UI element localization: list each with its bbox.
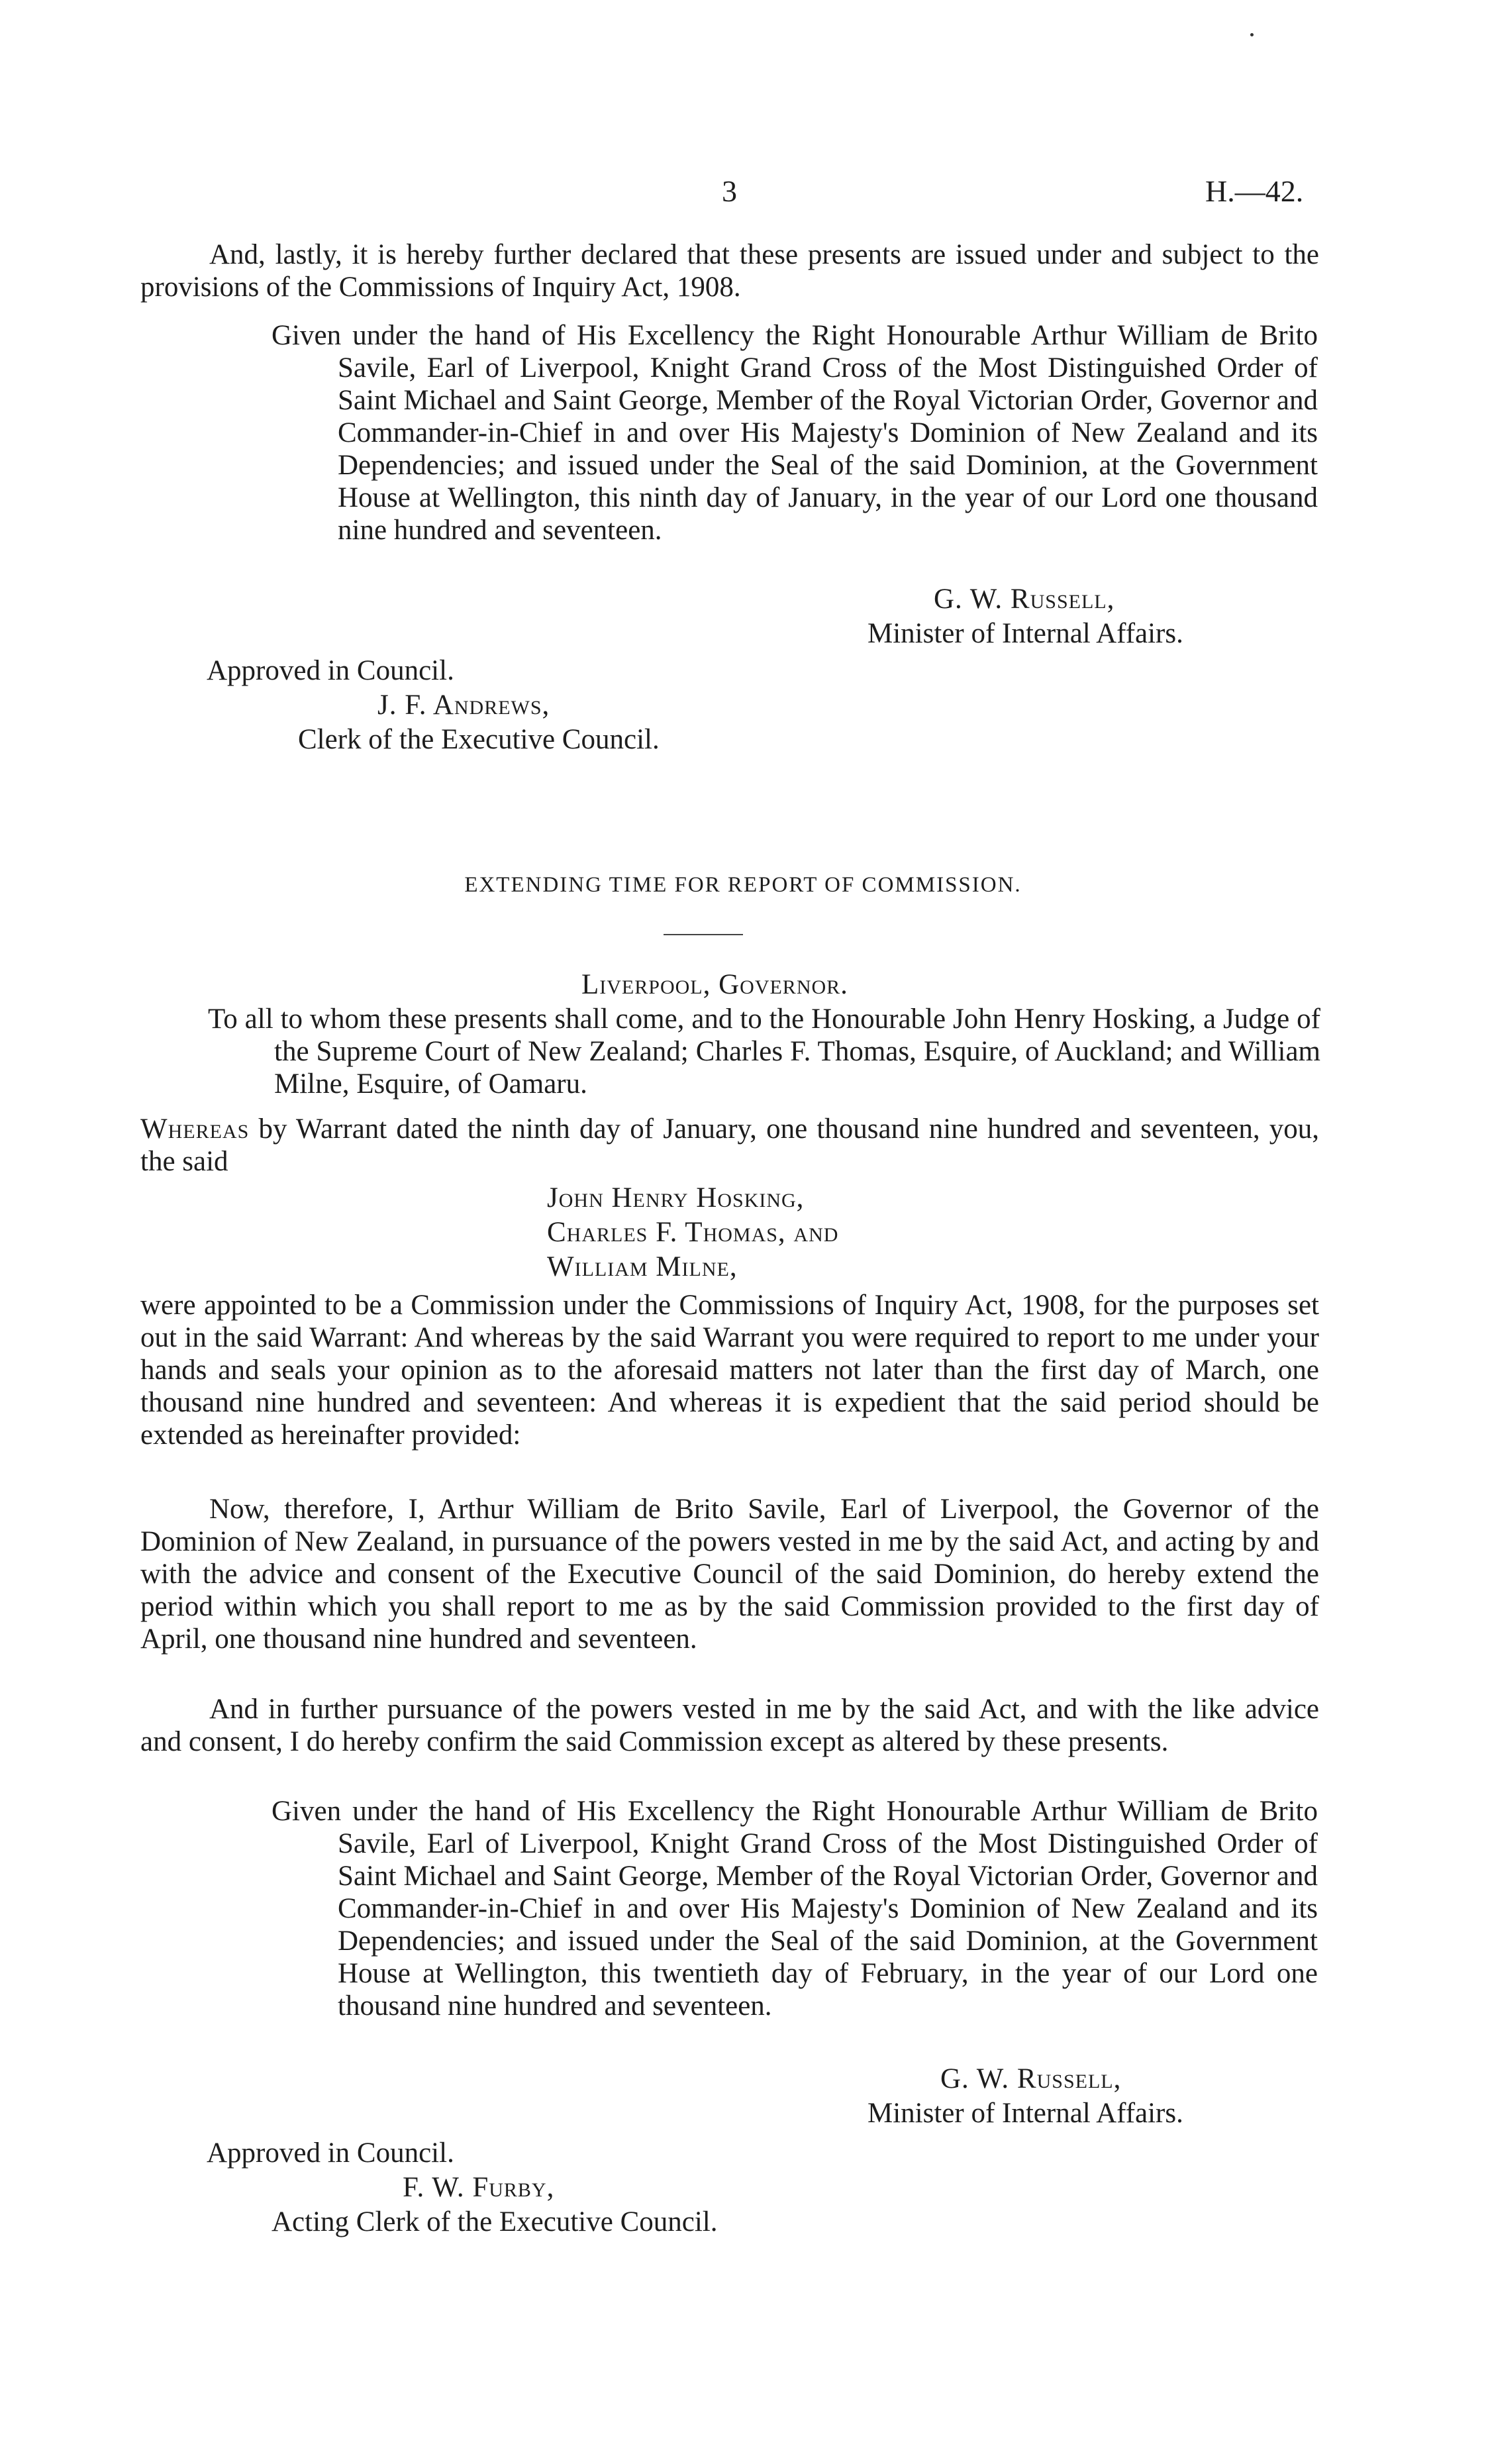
clerk-title-2: Acting Clerk of the Executive Council. bbox=[272, 2206, 718, 2237]
commissioner-name-1: John Henry Hosking, bbox=[547, 1182, 805, 1213]
clerk-name-1: J. F. Andrews, bbox=[377, 690, 550, 721]
section-heading: EXTENDING TIME FOR REPORT OF COMMISSION. bbox=[464, 873, 1022, 897]
whereas-text: by Warrant dated the ninth day of January, one thousand nine hundred and seventeen, you, the said bbox=[140, 1113, 1319, 1177]
approved-in-council-1: Approved in Council. bbox=[207, 655, 454, 686]
given-under-paragraph-1: Given under the hand of His Excellency the Right Honourable Arthur William de Brito Savile, Earl of Liverpool, Knight Grand Cross of the Most Distinguished Order of Saint Michael and Saint George, Member of the Royal Victorian Order, Governor and Commander-in-Chief in and over His Majesty's Dominion of New Zealand and its Dependencies; and issued under the Seal of the said Dominion, at the Government House at Wellington, this ninth day of January, in the year of our Lord one thousand nine hundred and seventeen. bbox=[272, 320, 1318, 546]
signatory-title-1: Minister of Internal Affairs. bbox=[867, 618, 1183, 649]
clerk-name-2: F. W. Furby, bbox=[403, 2172, 555, 2203]
page-number: 3 bbox=[722, 174, 737, 208]
signatory-name-1: G. W. Russell, bbox=[934, 584, 1115, 615]
signatory-title-2: Minister of Internal Affairs. bbox=[867, 2098, 1183, 2129]
closing-paragraph: And, lastly, it is hereby further declared that these presents are issued under and subject to the provisions of the Commissions of Inquiry Act, 1908. bbox=[140, 239, 1319, 303]
signatory-name-2: G. W. Russell, bbox=[940, 2063, 1122, 2094]
given-under-paragraph-2: Given under the hand of His Excellency the Right Honourable Arthur William de Brito Savile, Earl of Liverpool, Knight Grand Cross of the Most Distinguished Order of Saint Michael and Saint George, Member of the Royal Victorian Order, Governor and Commander-in-Chief in and over His Majesty's Dominion of New Zealand and its Dependencies; and issued under the Seal of the said Dominion, at the Government House at Wellington, this twentieth day of February, in the year of our Lord one thousand nine hundred and seventeen. bbox=[272, 1796, 1318, 2022]
governor-line: Liverpool, Governor. bbox=[581, 969, 848, 1000]
commissioner-name-2: Charles F. Thomas, and bbox=[547, 1217, 839, 1248]
further-paragraph: And in further pursuance of the powers vested in me by the said Act, and with the like advice and consent, I do hereby confirm the said Commission except as altered by these presents. bbox=[140, 1694, 1319, 1757]
document-reference: H.—42. bbox=[1205, 174, 1304, 208]
whereas-lead: Whereas bbox=[140, 1113, 250, 1145]
approved-in-council-2: Approved in Council. bbox=[207, 2137, 454, 2169]
speck-mark bbox=[1250, 33, 1254, 36]
appointed-paragraph: were appointed to be a Commission under the Commissions of Inquiry Act, 1908, for the purposes set out in the said Warrant: And whereas by the said Warrant you were required to report to me under your hands and seals your opinion as to the aforesaid matters not later than the first day of March, one thousand nine hundred and seventeen: And whereas it is expedient that the said period should be extended as hereinafter provided: bbox=[140, 1290, 1319, 1451]
heading-rule bbox=[664, 934, 743, 935]
now-therefore-paragraph: Now, therefore, I, Arthur William de Brito Savile, Earl of Liverpool, the Governor of the Dominion of New Zealand, in pursuance of the powers vested in me by the said Act, and acting by and with the advice and consent of the Executive Council of the said Dominion, do hereby extend the period within which you shall report to me as by the said Commission provided to the first day of April, one thousand nine hundred and seventeen. bbox=[140, 1494, 1319, 1655]
commissioner-name-3: William Milne, bbox=[547, 1251, 738, 1282]
clerk-title-1: Clerk of the Executive Council. bbox=[298, 724, 660, 755]
address-paragraph: To all to whom these presents shall come, and to the Honourable John Henry Hosking, a Judge of the Supreme Court of New Zealand; Charles F. Thomas, Esquire, of Auckland; and William Milne, Esquire, of Oamaru. bbox=[208, 1003, 1320, 1100]
whereas-paragraph bbox=[140, 1113, 1319, 1178]
